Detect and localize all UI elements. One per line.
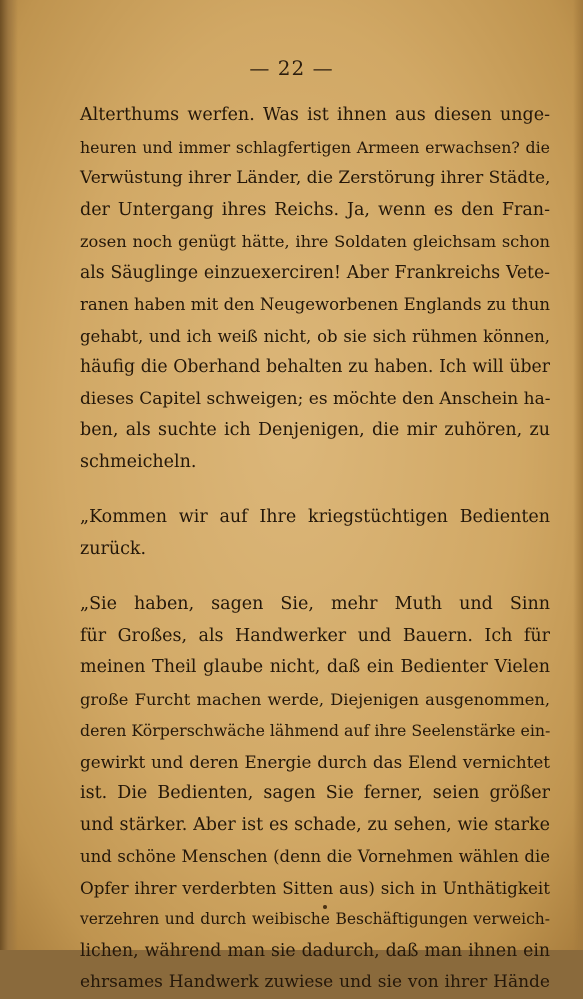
text-line: der Untergang ihres Reichs. Ja, wenn es den Fran- xyxy=(80,199,550,220)
text-line: Opfer ihrer verderbten Sitten aus) sich in Unthätigkeit xyxy=(80,877,550,898)
paragraph-2 xyxy=(80,502,550,565)
text-line: „Kommen wir auf Ihre kriegstüchtigen Bedienten xyxy=(80,507,550,527)
text-line: „Sie haben, sagen Sie, mehr Muth und Sinn xyxy=(80,594,550,614)
text-line: Verwüstung ihrer Länder, die Zerstörung ihrer Städte, xyxy=(80,168,551,188)
paragraph-1 xyxy=(80,100,550,478)
text-line: deren Körperschwäche lähmend auf ihre Seelenstärke ein- xyxy=(80,721,551,740)
page-number: — 22 — xyxy=(249,56,334,80)
text-line: schmeicheln. xyxy=(80,451,197,472)
text-line: meinen Theil glaube nicht, daß ein Bedienter Vielen xyxy=(80,657,550,677)
text-line: heuren und immer schlagfertigen Armeen erwachsen? die xyxy=(80,137,550,157)
text-line: Alterthums werfen. Was ist ihnen aus diesen unge- xyxy=(80,105,550,125)
text-line: und schöne Menschen (denn die Vornehmen wählen die xyxy=(80,847,550,866)
text-line: ben, als suchte ich Denjenigen, die mir zuhören, zu xyxy=(80,420,550,440)
ink-dot xyxy=(323,905,327,909)
text-line: für Großes, als Handwerker und Bauern. Ich für xyxy=(80,625,550,646)
page-edge-shadow xyxy=(573,0,583,950)
text-line: lichen, während man sie dadurch, daß man ihnen ein xyxy=(80,940,550,961)
text-line: als Säuglinge einzuexerciren! Aber Frankreichs Vete- xyxy=(80,262,550,283)
paragraph-3 xyxy=(80,589,550,999)
text-line: häufig die Oberhand behalten zu haben. Ich will über xyxy=(80,357,550,377)
body-text xyxy=(80,100,550,999)
text-line: ist. Die Bedienten, sagen Sie ferner, seien größer xyxy=(80,783,550,803)
text-line: und stärker. Aber ist es schade, zu sehen, wie starke xyxy=(80,814,550,835)
text-line: dieses Capitel schweigen; es möchte den Anschein ha- xyxy=(80,388,551,409)
text-line: gewirkt und deren Energie durch das Elend vernichtet xyxy=(80,751,550,772)
text-line: gehabt, und ich weiß nicht, ob sie sich rühmen können, xyxy=(80,326,550,346)
text-line: zosen noch genügt hätte, ihre Soldaten gleichsam schon xyxy=(80,232,550,251)
text-line: ranen haben mit den Neugeworbenen Englands zu thun xyxy=(80,295,550,314)
paragraph-gap xyxy=(80,565,550,589)
text-line: ehrsames Handwerk zuwiese und sie von ihrer Hände xyxy=(80,972,550,992)
text-line: große Furcht machen werde, Diejenigen ausgenommen, xyxy=(80,689,550,709)
text-line: zurück. xyxy=(80,538,147,559)
page-gutter-shadow xyxy=(0,0,18,950)
text-line: verzehren und durch weibische Beschäftigungen verweich- xyxy=(80,910,550,928)
paragraph-gap xyxy=(80,478,550,502)
